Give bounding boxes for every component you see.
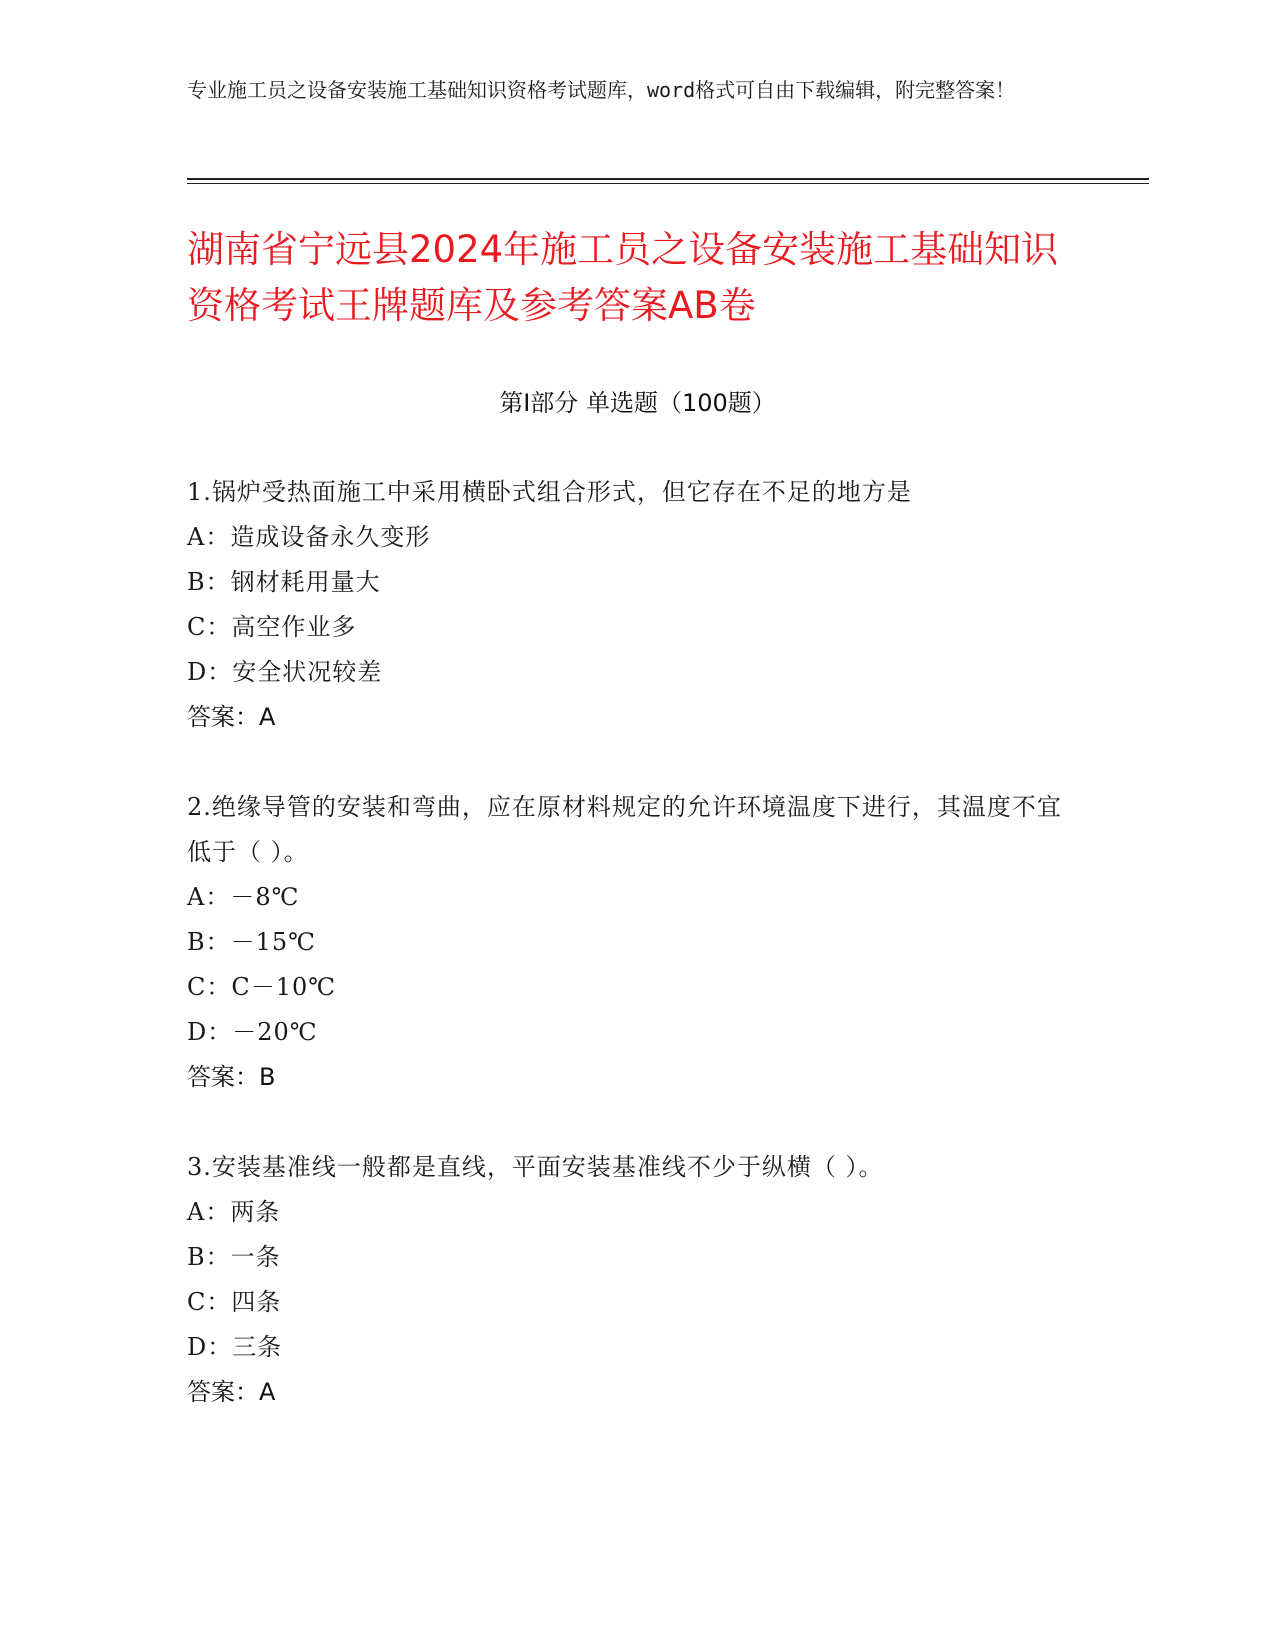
option-c: C：四条 <box>187 1288 282 1316</box>
option-a: A：造成设备永久变形 <box>187 523 431 551</box>
option-b: B：钢材耗用量大 <box>187 568 381 596</box>
option-d: D：安全状况较差 <box>187 658 383 686</box>
option-d: D：－20℃ <box>187 1018 318 1046</box>
option-a: A：－8℃ <box>187 883 300 911</box>
question-stem: 1.锅炉受热面施工中采用横卧式组合形式，但它存在不足的地方是 <box>187 478 912 506</box>
option-b: B：－15℃ <box>187 928 317 956</box>
question-2 <box>187 785 1067 1100</box>
question-1 <box>187 470 1067 740</box>
answer: 答案：B <box>187 1063 276 1091</box>
question-3 <box>187 1145 1067 1415</box>
header-rule-thin <box>187 183 1149 184</box>
header-rule-thick <box>187 178 1149 180</box>
document-title: 湖南省宁远县2024年施工员之设备安装施工基础知识资格考试王牌题库及参考答案AB卷 <box>187 228 1059 327</box>
section-heading: 第Ⅰ部分 单选题（100题） <box>499 389 776 417</box>
answer: 答案：A <box>187 703 276 731</box>
question-list <box>187 470 1067 1460</box>
option-b: B：一条 <box>187 1243 281 1271</box>
option-d: D：三条 <box>187 1333 283 1361</box>
question-stem: 2.绝缘导管的安装和弯曲，应在原材料规定的允许环境温度下进行，其温度不宜低于（ ）。 <box>187 793 1062 866</box>
question-stem: 3.安装基准线一般都是直线，平面安装基准线不少于纵横（ ）。 <box>187 1153 884 1181</box>
answer: 答案：A <box>187 1378 276 1406</box>
header-note: 专业施工员之设备安装施工基础知识资格考试题库，word格式可自由下载编辑，附完整答案！ <box>187 78 1016 102</box>
option-c: C：C－10℃ <box>187 973 337 1001</box>
option-c: C：高空作业多 <box>187 613 357 641</box>
option-a: A：两条 <box>187 1198 281 1226</box>
